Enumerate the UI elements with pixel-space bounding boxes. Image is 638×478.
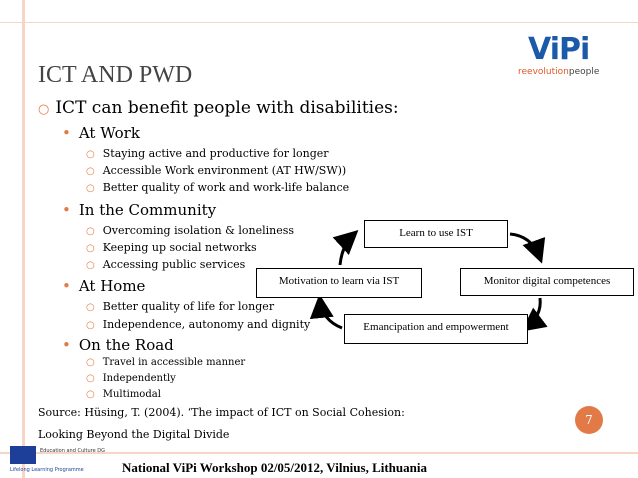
dot-bullet-icon: • (62, 201, 71, 219)
list-item (86, 258, 245, 271)
list-item (86, 164, 346, 177)
left-rule (22, 0, 25, 478)
list-item-text: Independently (102, 373, 176, 384)
section-heading-text: On the Road (78, 336, 174, 354)
ring-bullet-icon: ○ (86, 357, 95, 368)
list-item-text: Overcoming isolation & loneliness (102, 224, 295, 237)
dot-bullet-icon: • (62, 124, 71, 142)
footer-text: National ViPi Workshop 02/05/2012, Vilnius, Lithuania (122, 460, 427, 475)
list-item (86, 147, 329, 160)
section-heading (62, 277, 145, 295)
ring-bullet-icon: ○ (86, 226, 95, 237)
section-heading-text: At Home (78, 277, 146, 295)
list-item-text: Accessible Work environment (AT HW/SW)) (102, 164, 347, 177)
list-item-text: Staying active and productive for longer (102, 147, 329, 160)
diagram-node-top: Learn to use IST (364, 220, 508, 248)
logo-tagline (518, 67, 599, 77)
page-number-badge: 7 (575, 406, 603, 434)
diagram-node-bottom: Emancipation and empowerment (344, 314, 528, 344)
slide-title: ICT AND PWD (38, 62, 193, 88)
logo-main-text: ViPi (528, 32, 590, 67)
list-item (86, 373, 176, 384)
diagram-node-right: Monitor digital competences (460, 268, 634, 296)
arrow-top-to-right (510, 234, 540, 258)
list-item-text: Accessing public services (102, 258, 246, 271)
ring-bullet-icon: ○ (86, 149, 95, 160)
vipi-logo (518, 32, 630, 78)
arrow-left-to-top (340, 234, 354, 265)
arrow-right-to-bottom (526, 298, 540, 328)
intro-line (38, 98, 399, 118)
ring-bullet-icon: ○ (86, 260, 95, 271)
list-item-text: Independence, autonomy and dignity (102, 318, 311, 331)
list-item (86, 300, 274, 313)
ring-bullet-icon: ○ (86, 166, 95, 177)
section-heading-text: In the Community (78, 201, 217, 219)
section-heading (62, 336, 174, 354)
cycle-diagram (250, 210, 638, 350)
ring-bullet-icon: ○ (86, 183, 95, 194)
ring-bullet-icon: ○ (86, 389, 95, 400)
section-heading (62, 124, 140, 142)
top-rule (0, 22, 638, 23)
eu-programme-label: Lifelong Learning Programme (10, 467, 84, 473)
section-heading-text: At Work (78, 124, 140, 142)
eu-dg-label: Education and Culture DG (40, 448, 105, 454)
diagram-node-left: Motivation to learn via IST (256, 268, 422, 298)
dot-bullet-icon: • (62, 277, 71, 295)
dot-bullet-icon: • (62, 336, 71, 354)
list-item (86, 181, 349, 194)
list-item (86, 357, 245, 368)
logo-tagline-colored: reevolution (518, 67, 569, 77)
eu-lifelong-learning-logo (10, 446, 110, 476)
source-citation-line1: Source: Hüsing, T. (2004). ‘The impact of ICT on Social Cohesion: (38, 406, 405, 419)
list-item-text: Multimodal (102, 389, 161, 400)
arrow-bottom-to-left (320, 300, 342, 328)
list-item (86, 389, 161, 400)
list-item-text: Keeping up social networks (102, 241, 257, 254)
list-item-text: Travel in accessible manner (102, 357, 246, 368)
list-item-text: Better quality of life for longer (102, 300, 275, 313)
list-item-text: Better quality of work and work-life balance (102, 181, 350, 194)
list-item (86, 241, 257, 254)
source-citation-line2: Looking Beyond the Digital Divide (38, 428, 230, 441)
eu-flag-icon (10, 446, 36, 464)
intro-text: ICT can benefit people with disabilities: (55, 98, 399, 118)
logo-tagline-rest: people (568, 67, 600, 77)
ring-bullet-icon: ○ (86, 302, 95, 313)
ring-bullet-icon: ○ (86, 243, 95, 254)
ring-bullet-icon: ○ (38, 102, 50, 117)
ring-bullet-icon: ○ (86, 373, 95, 384)
section-heading (62, 201, 216, 219)
ring-bullet-icon: ○ (86, 320, 95, 331)
